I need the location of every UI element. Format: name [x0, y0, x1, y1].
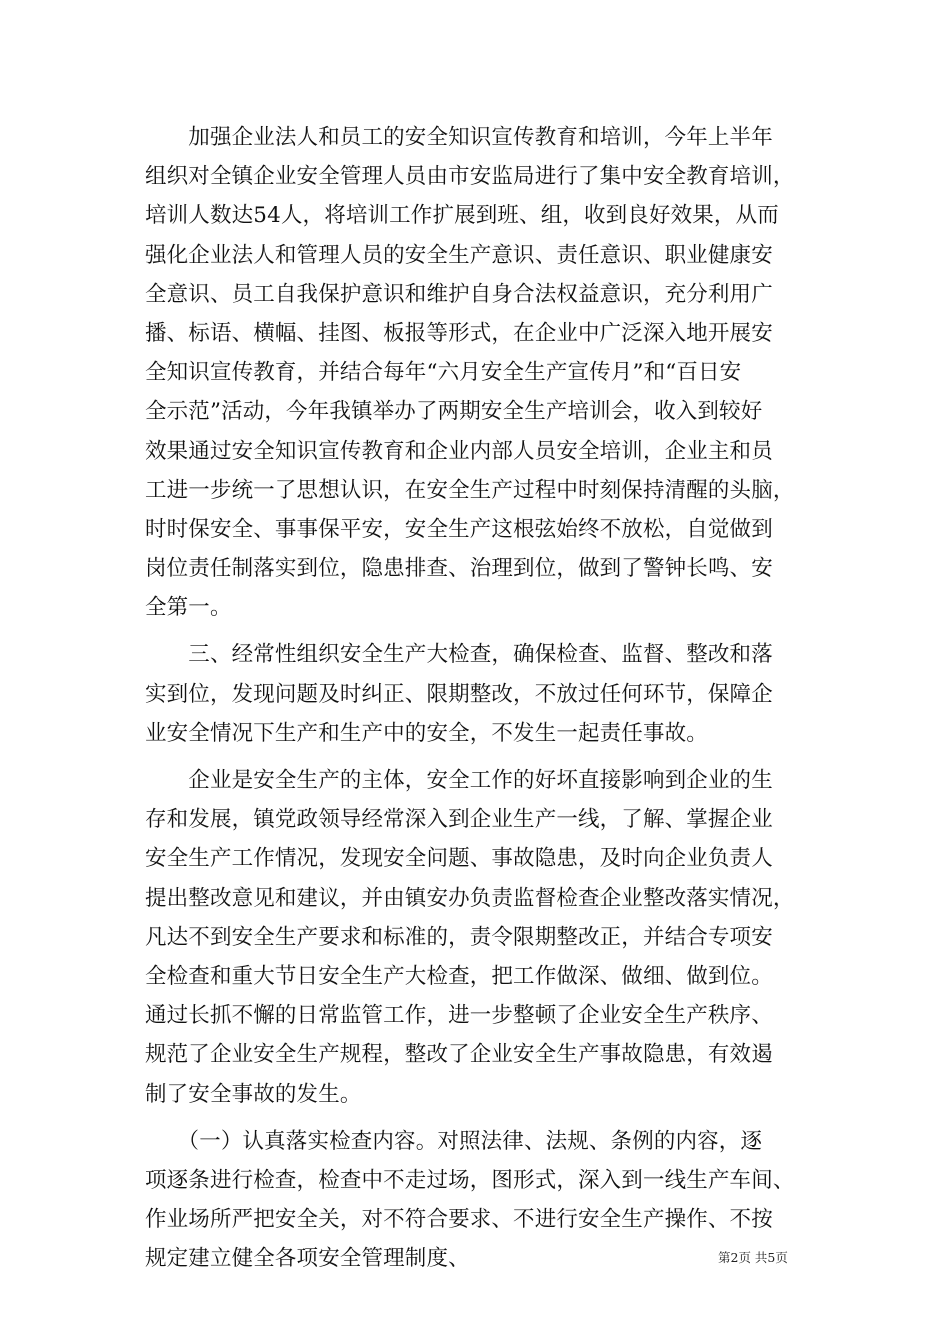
text-line: （一）认真落实检查内容。对照法律、法规、条例的内容，逐: [145, 1128, 763, 1154]
text-line: 规范了企业安全生产规程，整改了企业安全生产事故隐患，有效遏: [145, 1042, 773, 1068]
text-line: 效果通过安全知识宣传教育和企业内部人员安全培训，企业主和员: [145, 438, 773, 464]
text-line: 全知识宣传教育，并结合每年“六月安全生产宣传月”和“百日安: [145, 360, 742, 386]
text-line: 制了安全事故的发生。: [145, 1081, 362, 1107]
text-line: 实到位，发现问题及时纠正、限期整改，不放过任何环节，保障企: [145, 681, 773, 707]
text-line: 规定建立健全各项安全管理制度、: [145, 1246, 470, 1272]
text-line: 岗位责任制落实到位，隐患排查、治理到位，做到了警钟长鸣、安: [145, 556, 773, 582]
text-line: 时时保安全、事事保平安，安全生产这根弦始终不放松，自觉做到: [145, 516, 773, 542]
page-number-footer: 第2页 共5页: [718, 1250, 788, 1265]
paragraph-safety-training: [145, 118, 810, 627]
text-line: 组织对全镇企业安全管理人员由市安监局进行了集中安全教育培训，: [145, 164, 795, 190]
text-line: 三、经常性组织安全生产大检查，确保检查、监督、整改和落: [145, 642, 773, 668]
paragraph-inspection-content: [145, 1122, 810, 1279]
text-line: 存和发展，镇党政领导经常深入到企业生产一线，了解、掌握企业: [145, 807, 773, 833]
text-line: 全检查和重大节日安全生产大检查，把工作做深、做细、做到位。: [145, 963, 773, 989]
text-line: 全意识、员工自我保护意识和维护自身合法权益意识，充分利用广: [145, 281, 773, 307]
text-line: 提出整改意见和建议，并由镇安办负责监督检查企业整改落实情况，: [145, 885, 795, 911]
text-line: 企业是安全生产的主体，安全工作的好坏直接影响到企业的生: [145, 768, 773, 793]
text-line: 项逐条进行检查，检查中不走过场，图形式，深入到一线生产车间、: [145, 1167, 795, 1193]
text-line: 工进一步统一了思想认识，在安全生产过程中时刻保持清醒的头脑，: [145, 477, 795, 503]
text-line: 全示范”活动，今年我镇举办了两期安全生产培训会，收入到较好: [145, 399, 763, 425]
text-line: 凡达不到安全生产要求和标准的，责令限期整改正，并结合专项安: [145, 924, 773, 950]
text-line: 加强企业法人和员工的安全知识宣传教育和培训，今年上半年: [145, 125, 773, 150]
text-line: 业安全情况下生产和生产中的安全，不发生一起责任事故。: [145, 720, 708, 746]
text-line: 通过长抓不懈的日常监管工作，进一步整顿了企业安全生产秩序、: [145, 1003, 773, 1029]
text-line: 全第一。: [145, 595, 232, 621]
text-line: 强化企业法人和管理人员的安全生产意识、责任意识、职业健康安: [145, 242, 773, 268]
text-line: 作业场所严把安全关，对不符合要求、不进行安全生产操作、不按: [145, 1207, 773, 1233]
body-text: [145, 118, 810, 1278]
text-line: 播、标语、横幅、挂图、板报等形式，在企业中广泛深入地开展安: [145, 320, 773, 346]
paragraph-enterprise-subject: [145, 761, 810, 1114]
text-line: 安全生产工作情况，发现安全问题、事故隐患，及时向企业负责人: [145, 846, 773, 872]
paragraph-section-three: [145, 635, 810, 753]
text-line: 培训人数达54人，将培训工作扩展到班、组，收到良好效果，从而: [145, 203, 779, 229]
